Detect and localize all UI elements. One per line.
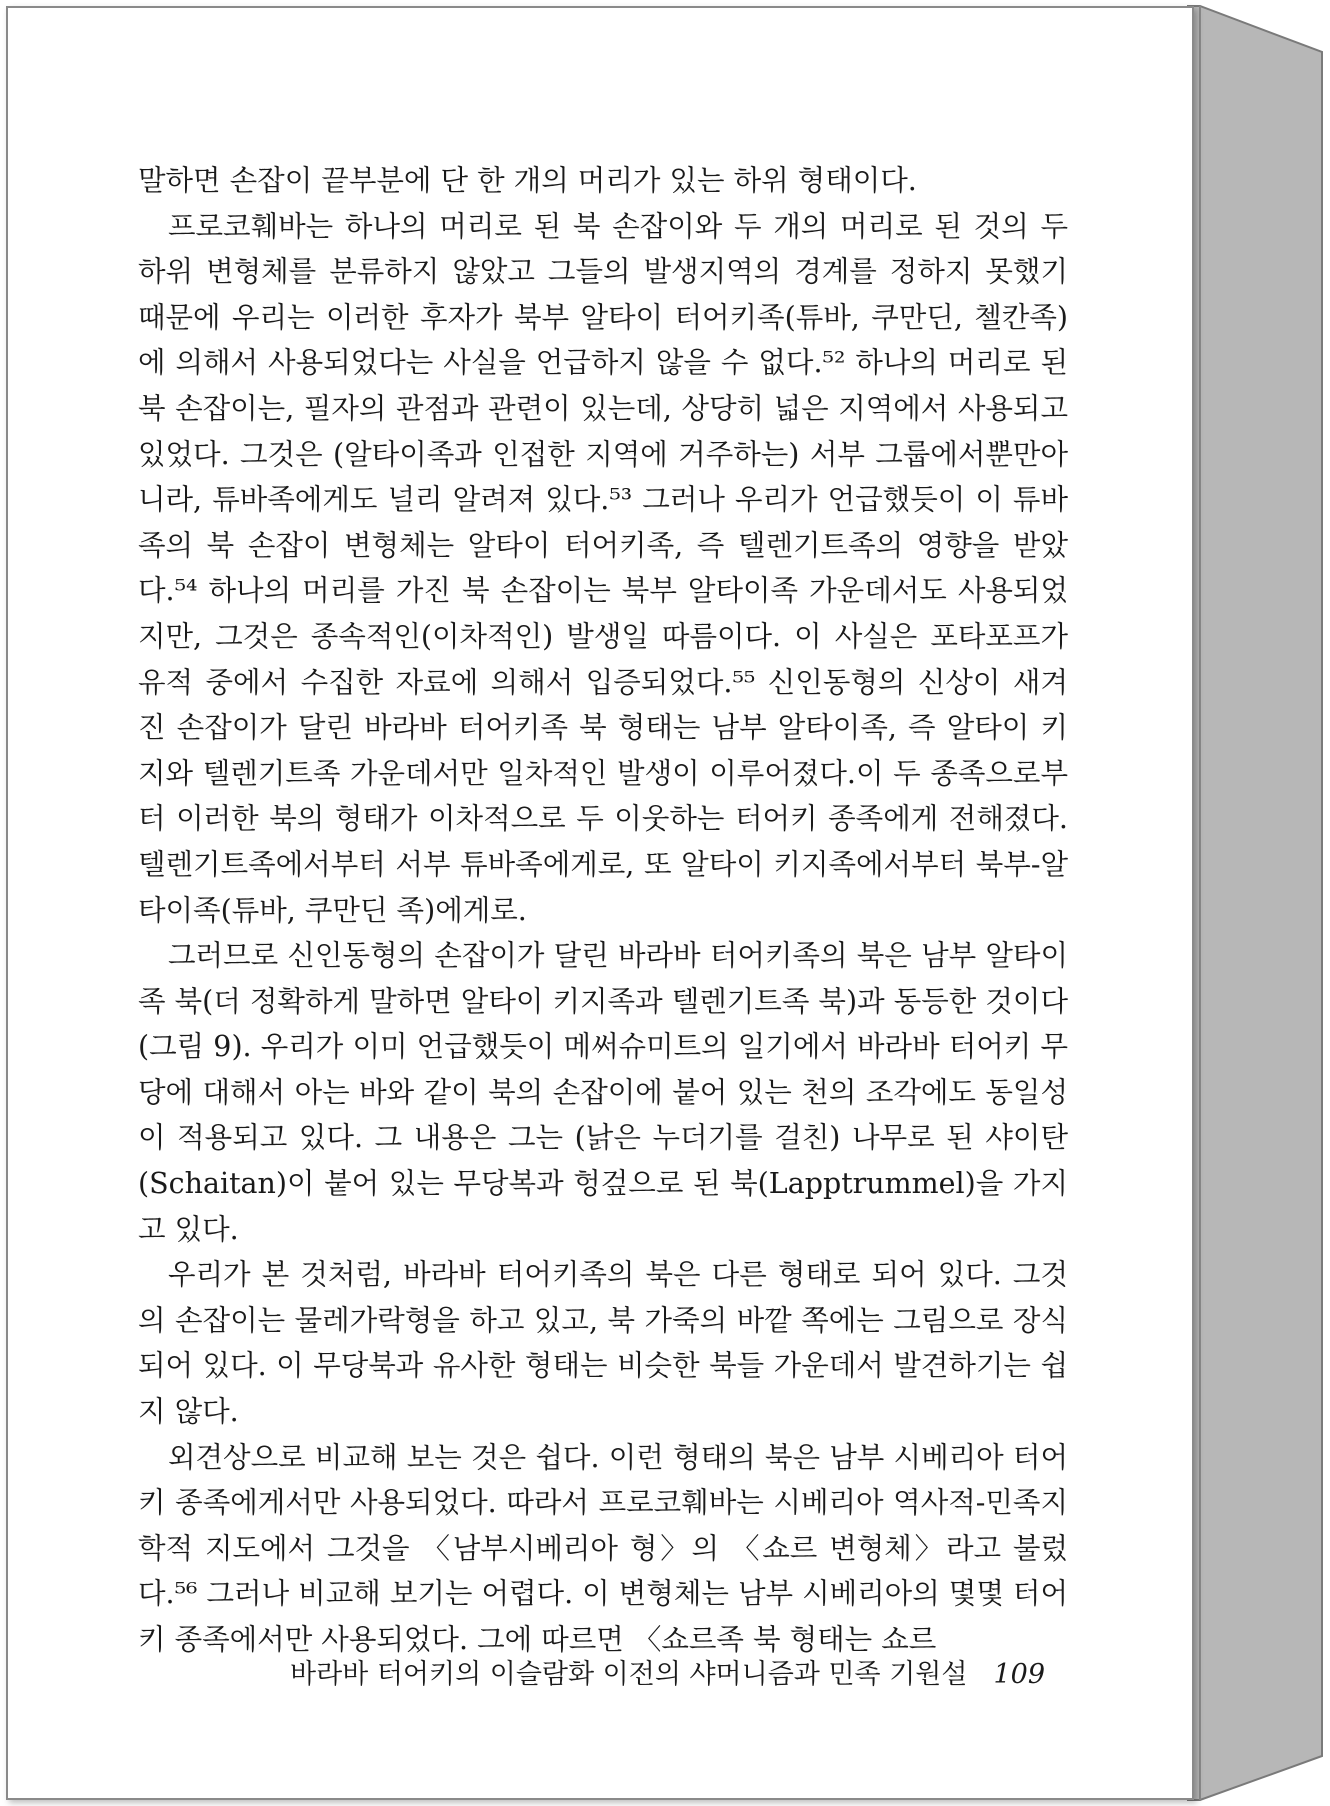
footer-title: 바라바 터어키의 이슬람화 이전의 샤머니즘과 민족 기원설: [290, 1659, 968, 1690]
paragraph-1: 말하면 손잡이 끝부분에 단 한 개의 머리가 있는 하위 형태이다.: [138, 164, 917, 197]
page-body-text: [138, 158, 1068, 1663]
paragraph-4: 우리가 본 것처럼, 바라바 터어키족의 북은 다른 형태로 되어 있다. 그것의 손잡이는 물레가락형을 하고 있고, 북 가죽의 바깥 쪽에는 그림으로 장식되어 있다. 이 무당북과 유사한 형태는 비슷한 북들 가운데서 발견하기는 쉽지 않다.: [138, 1258, 1068, 1429]
paragraph-3: 그러므로 신인동형의 손잡이가 달린 바라바 터어키족의 북은 남부 알타이족 북(더 정확하게 말하면 알타이 키지족과 텔렌기트족 북)과 동등한 것이다(그림 9). 우리가 이미 언급했듯이 메써슈미트의 일기에서 바라바 터어키 무당에 대해서 아는 바와 같이 북의 손잡이에 붙어 있는 천의 조각에도 동일성이 적용되고 있다. 그 내용은 그는 (낡은 누더기를 걸친) 나무로 된 샤이탄(Schaitan)이 붙어 있는 무당복과 헝겊으로 된 북(Lapptrummel)을 가지고 있다.: [138, 939, 1068, 1246]
paragraph-2: 프로코훼바는 하나의 머리로 된 북 손잡이와 두 개의 머리로 된 것의 두 하위 변형체를 분류하지 않았고 그들의 발생지역의 경계를 정하지 못했기 때문에 우리는 이러한 후자가 북부 알타이 터어키족(튜바, 쿠만딘, 첼칸족)에 의해서 사용되었다는 사실을 언급하지 않을 수 없다.⁵² 하나의 머리로 된 북 손잡이는, 필자의 관점과 관련이 있는데, 상당히 넓은 지역에서 사용되고 있었다. 그것은 (알타이족과 인접한 지역에 거주하는) 서부 그룹에서뿐만아니라, 튜바족에게도 널리 알려져 있다.⁵³ 그러나 우리가 언급했듯이 이 튜바족의 북 손잡이 변형체는 알타이 터어키족, 즉 텔렌기트족의 영향을 받았다.⁵⁴ 하나의 머리를 가진 북 손잡이는 북부 알타이족 가운데서도 사용되었지만, 그것은 종속적인(이차적인) 발생일 따름이다. 이 사실은 포타포프가 유적 중에서 수집한 자료에 의해서 입증되었다.⁵⁵ 신인동형의 신상이 새겨진 손잡이가 달린 바라바 터어키족 북 형태는 남부 알타이족, 즉 알타이 키지와 텔렌기트족 가운데서만 일차적인 발생이 이루어졌다.이 두 종족으로부터 이러한 북의 형태가 이차적으로 두 이웃하는 터어키 종족에게 전해졌다. 텔렌기트족에서부터 서부 튜바족에게로, 또 알타이 키지족에서부터 북부-알타이족(튜바, 쿠만딘 족)에게로.: [138, 209, 1068, 927]
running-footer: [290, 1652, 1046, 1691]
paragraph-5: 외견상으로 비교해 보는 것은 쉽다. 이런 형태의 북은 남부 시베리아 터어키 종족에게서만 사용되었다. 따라서 프로코훼바는 시베리아 역사적-민족지학적 지도에서 그것을 〈남부시베리아 형〉의 〈쇼르 변형체〉라고 불렀다.⁵⁶ 그러나 비교해 보기는 어렵다. 이 변형체는 남부 시베리아의 몇몇 터어키 종족에서만 사용되었다. 그에 따르면 〈쇼르족 북 형태는 쇼르: [138, 1440, 1068, 1656]
page-number: 109: [993, 1659, 1046, 1690]
